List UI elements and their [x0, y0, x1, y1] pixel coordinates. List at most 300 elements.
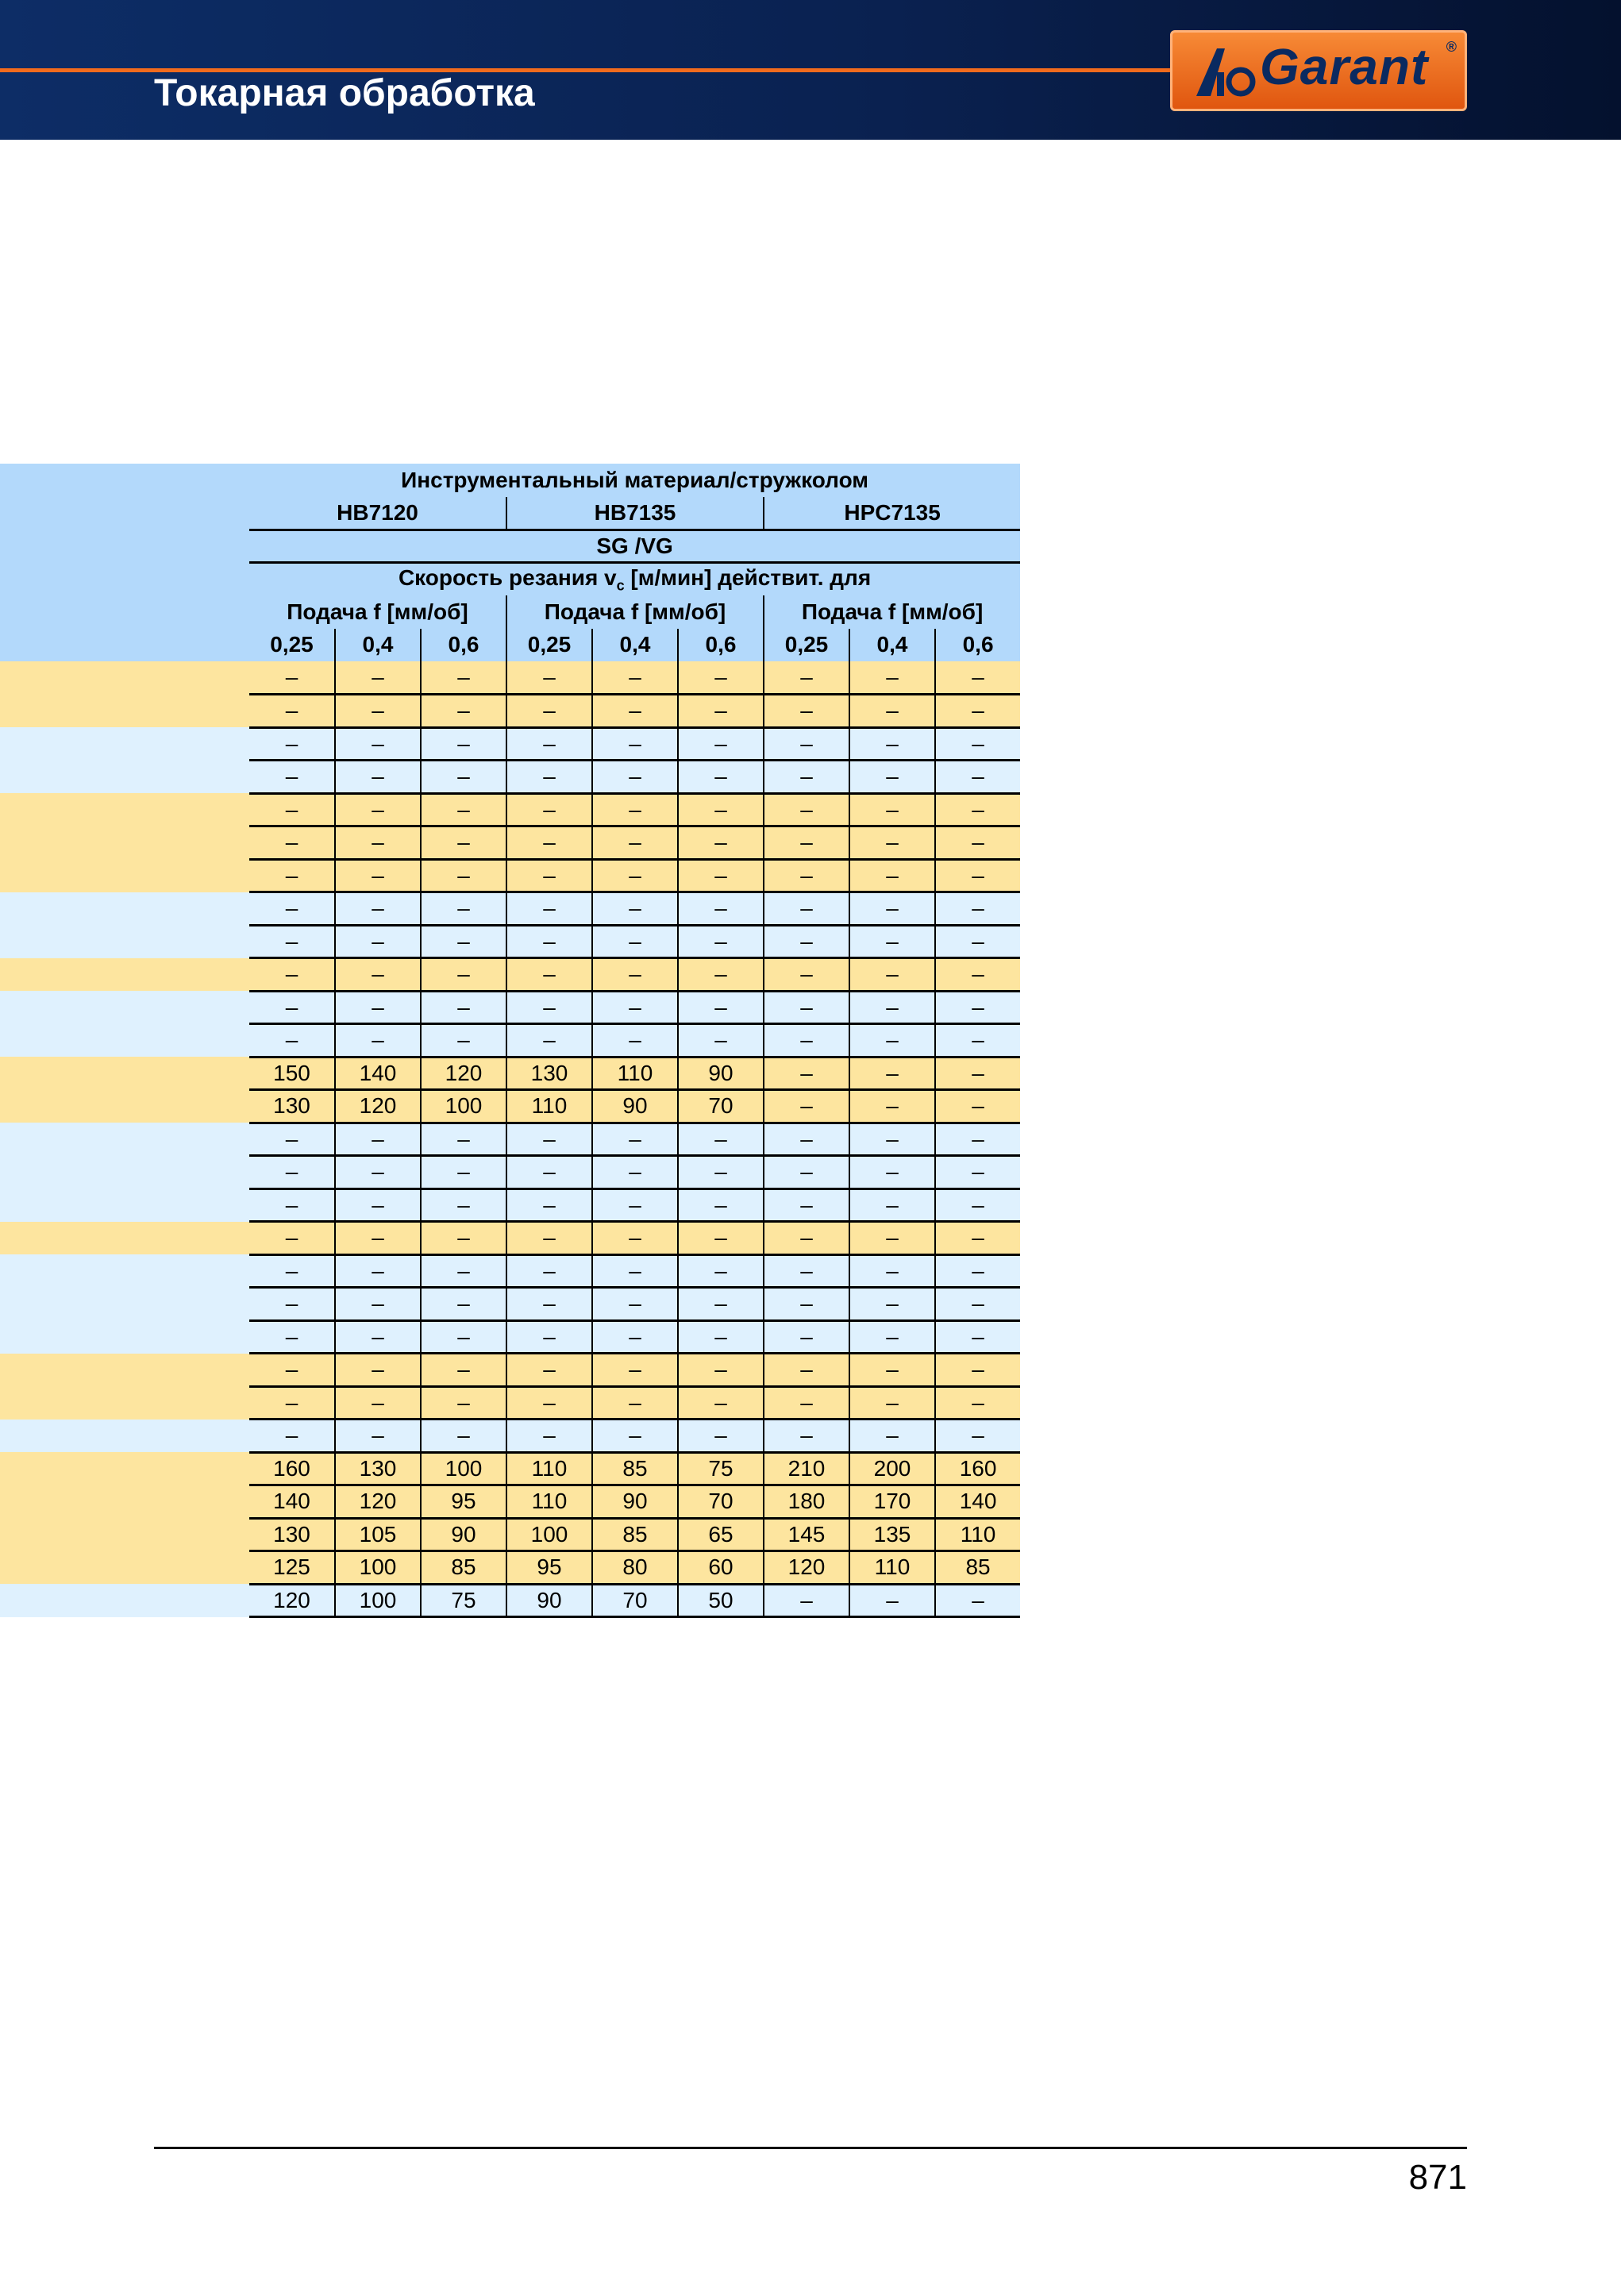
garant-logo — [1170, 30, 1467, 111]
row-label-cell — [0, 695, 249, 728]
speed-value: – — [506, 793, 592, 826]
speed-value: – — [592, 892, 678, 926]
feed-value: 0,4 — [849, 629, 935, 662]
speed-value: 160 — [249, 1452, 335, 1485]
speed-value: – — [421, 1123, 506, 1156]
speed-value: – — [249, 859, 335, 892]
feed-value: 0,6 — [421, 629, 506, 662]
speed-value: – — [249, 1288, 335, 1321]
speed-value: – — [592, 991, 678, 1024]
speed-value: – — [849, 1057, 935, 1090]
speed-value: – — [506, 1156, 592, 1189]
speed-value: – — [335, 892, 421, 926]
garant-logo-text: Garant — [1260, 38, 1429, 95]
material-heading: Инструментальный материал/стружколом — [249, 464, 1020, 497]
speed-value: – — [849, 991, 935, 1024]
speed-value: 210 — [764, 1452, 849, 1485]
table-row — [0, 1485, 1020, 1519]
row-label-cell — [0, 1156, 249, 1189]
speed-value: 90 — [592, 1485, 678, 1519]
speed-value: – — [935, 727, 1020, 761]
page-title: Токарная обработка — [154, 72, 535, 114]
speed-value: – — [335, 1354, 421, 1387]
table-row — [0, 1518, 1020, 1551]
speed-value: 110 — [506, 1485, 592, 1519]
row-label-cell — [0, 1024, 249, 1057]
speed-value: – — [678, 1386, 764, 1420]
speed-value: – — [335, 859, 421, 892]
table-row — [0, 1222, 1020, 1255]
feed-value: 0,25 — [764, 629, 849, 662]
speed-value: – — [935, 761, 1020, 794]
speed-value: – — [506, 826, 592, 860]
speed-value: – — [335, 1288, 421, 1321]
row-label-cell — [0, 727, 249, 761]
speed-value: 140 — [935, 1485, 1020, 1519]
speed-value: – — [592, 1024, 678, 1057]
speed-value: – — [849, 1090, 935, 1123]
speed-value: – — [335, 991, 421, 1024]
speed-value: – — [421, 727, 506, 761]
speed-value: – — [764, 1420, 849, 1453]
speed-value: – — [678, 1420, 764, 1453]
speed-value: 95 — [506, 1551, 592, 1585]
speed-value: – — [592, 1123, 678, 1156]
table-row — [0, 761, 1020, 794]
speed-value: 100 — [335, 1584, 421, 1617]
grade-hpc7135: HPC7135 — [764, 497, 1020, 530]
speed-value: – — [592, 661, 678, 695]
table-row — [0, 1057, 1020, 1090]
speed-value: 65 — [678, 1518, 764, 1551]
speed-value: – — [764, 695, 849, 728]
table-row — [0, 859, 1020, 892]
speed-value: – — [935, 1123, 1020, 1156]
page-number: 871 — [1408, 2158, 1467, 2197]
speed-value: – — [249, 761, 335, 794]
chipbreaker-label: SG /VG — [249, 530, 1020, 563]
speed-value: – — [335, 1386, 421, 1420]
speed-value: – — [249, 1123, 335, 1156]
row-label-cell — [0, 1123, 249, 1156]
speed-value: – — [421, 793, 506, 826]
speed-value: – — [506, 1288, 592, 1321]
speed-value: 85 — [935, 1551, 1020, 1585]
speed-value: – — [506, 859, 592, 892]
row-label-cell — [0, 1485, 249, 1519]
speed-value: – — [678, 695, 764, 728]
speed-value: – — [935, 793, 1020, 826]
speed-value: – — [849, 695, 935, 728]
speed-value: – — [421, 958, 506, 992]
speed-value: – — [421, 695, 506, 728]
feed-value: 0,4 — [592, 629, 678, 662]
speed-value: – — [849, 727, 935, 761]
header-row-feed — [0, 595, 1020, 629]
feed-value: 0,6 — [678, 629, 764, 662]
speed-value: – — [592, 826, 678, 860]
speed-value: – — [935, 1386, 1020, 1420]
speed-value: – — [764, 1354, 849, 1387]
row-label-cell — [0, 1420, 249, 1453]
speed-value: – — [249, 826, 335, 860]
speed-value: 90 — [592, 1090, 678, 1123]
speed-value: – — [421, 826, 506, 860]
speed-value: 130 — [335, 1452, 421, 1485]
speed-value: 85 — [592, 1452, 678, 1485]
speed-value: – — [849, 1254, 935, 1288]
speed-value: – — [678, 892, 764, 926]
speed-value: – — [764, 761, 849, 794]
speed-value: – — [849, 1420, 935, 1453]
speed-value: – — [678, 991, 764, 1024]
speed-value: – — [506, 925, 592, 958]
cutting-speed-label: Скорость резания $v_c$ [м/мин] действит. для — [249, 563, 1020, 596]
speed-value: – — [849, 661, 935, 695]
speed-value: – — [249, 892, 335, 926]
speed-value: 130 — [249, 1518, 335, 1551]
speed-value: 110 — [935, 1518, 1020, 1551]
speed-value: – — [935, 1354, 1020, 1387]
speed-value: – — [849, 1584, 935, 1617]
row-label-cell — [0, 1320, 249, 1354]
speed-value: 140 — [335, 1057, 421, 1090]
speed-value: – — [592, 1254, 678, 1288]
row-label-cell — [0, 761, 249, 794]
row-label-cell — [0, 925, 249, 958]
speed-value: 120 — [249, 1584, 335, 1617]
speed-value: – — [506, 1123, 592, 1156]
speed-value: – — [764, 1156, 849, 1189]
speed-value: – — [935, 1156, 1020, 1189]
speed-value: – — [335, 1420, 421, 1453]
speed-value: – — [592, 1354, 678, 1387]
speed-value: – — [421, 1254, 506, 1288]
row-label-cell — [0, 1288, 249, 1321]
speed-value: – — [592, 925, 678, 958]
speed-value: 130 — [249, 1090, 335, 1123]
table-row — [0, 1452, 1020, 1485]
speed-value: – — [506, 1222, 592, 1255]
table-row — [0, 1024, 1020, 1057]
feed-label-3: Подача f [мм/об] — [764, 595, 1020, 629]
speed-value: – — [421, 991, 506, 1024]
speed-value: – — [678, 1354, 764, 1387]
table-row — [0, 925, 1020, 958]
speed-value: – — [935, 1188, 1020, 1222]
speed-value: 50 — [678, 1584, 764, 1617]
speed-value: 110 — [506, 1090, 592, 1123]
page-header — [0, 0, 1621, 140]
speed-value: 60 — [678, 1551, 764, 1585]
speed-value: – — [249, 1386, 335, 1420]
feed-value: 0,4 — [335, 629, 421, 662]
speed-value: – — [764, 826, 849, 860]
speed-value: – — [335, 1254, 421, 1288]
speed-value: – — [421, 1156, 506, 1189]
speed-value: – — [592, 1420, 678, 1453]
speed-value: – — [592, 793, 678, 826]
speed-value: – — [849, 1288, 935, 1321]
speed-value: – — [506, 661, 592, 695]
speed-value: – — [764, 793, 849, 826]
speed-value: – — [421, 1024, 506, 1057]
speed-value: – — [678, 1024, 764, 1057]
table-row — [0, 1288, 1020, 1321]
speed-value: 85 — [421, 1551, 506, 1585]
speed-value: – — [421, 1288, 506, 1321]
grade-hb7135: HB7135 — [506, 497, 764, 530]
speed-value: – — [764, 1090, 849, 1123]
speed-value: – — [764, 892, 849, 926]
footer-rule — [154, 2147, 1467, 2149]
speed-value: 75 — [678, 1452, 764, 1485]
header-row-grades — [0, 497, 1020, 530]
speed-value: – — [506, 1254, 592, 1288]
speed-value: 75 — [421, 1584, 506, 1617]
speed-value: – — [592, 1320, 678, 1354]
feed-value: 0,25 — [506, 629, 592, 662]
speed-value: – — [849, 925, 935, 958]
table-row — [0, 1156, 1020, 1189]
speed-value: – — [506, 1420, 592, 1453]
speed-value: 130 — [506, 1057, 592, 1090]
speed-value: 200 — [849, 1452, 935, 1485]
speed-value: 140 — [249, 1485, 335, 1519]
table-row — [0, 991, 1020, 1024]
speed-value: 110 — [849, 1551, 935, 1585]
feed-label-2: Подача f [мм/об] — [506, 595, 764, 629]
speed-value: – — [935, 958, 1020, 992]
speed-value: – — [592, 859, 678, 892]
feed-value: 0,6 — [935, 629, 1020, 662]
row-label-cell — [0, 1090, 249, 1123]
speed-value: – — [592, 958, 678, 992]
table-row — [0, 793, 1020, 826]
speed-value: – — [592, 1188, 678, 1222]
speed-value: 90 — [421, 1518, 506, 1551]
row-label-cell — [0, 1452, 249, 1485]
speed-value: – — [764, 1024, 849, 1057]
speed-value: – — [764, 1188, 849, 1222]
speed-value: – — [678, 1320, 764, 1354]
speed-value: – — [764, 1584, 849, 1617]
feed-label-1: Подача f [мм/об] — [249, 595, 506, 629]
speed-value: – — [249, 958, 335, 992]
speed-value: – — [678, 925, 764, 958]
speed-value: – — [335, 925, 421, 958]
speed-value: – — [935, 892, 1020, 926]
speed-value: 100 — [421, 1452, 506, 1485]
speed-value: – — [935, 1320, 1020, 1354]
speed-value: 120 — [764, 1551, 849, 1585]
speed-value: – — [935, 661, 1020, 695]
row-label-cell — [0, 1551, 249, 1585]
speed-value: – — [335, 727, 421, 761]
speed-value: 90 — [506, 1584, 592, 1617]
speed-value: – — [764, 661, 849, 695]
table-row — [0, 1584, 1020, 1617]
speed-value: 100 — [335, 1551, 421, 1585]
speed-value: – — [421, 1222, 506, 1255]
speed-value: 70 — [678, 1485, 764, 1519]
speed-value: – — [764, 1123, 849, 1156]
speed-value: – — [849, 793, 935, 826]
speed-value: – — [506, 1386, 592, 1420]
table-row — [0, 1320, 1020, 1354]
speed-value: – — [506, 1024, 592, 1057]
speed-value: – — [506, 727, 592, 761]
header-row-feed-values — [0, 629, 1020, 662]
speed-value: – — [849, 1156, 935, 1189]
table-row — [0, 1123, 1020, 1156]
speed-value: – — [764, 1254, 849, 1288]
speed-value: – — [764, 991, 849, 1024]
speed-value: – — [764, 1320, 849, 1354]
speed-value: – — [935, 925, 1020, 958]
registered-mark: ® — [1446, 39, 1457, 55]
speed-value: 85 — [592, 1518, 678, 1551]
speed-value: – — [592, 1222, 678, 1255]
speed-value: – — [678, 1188, 764, 1222]
speed-value: – — [249, 1156, 335, 1189]
speed-value: – — [249, 1222, 335, 1255]
speed-value: – — [249, 991, 335, 1024]
speed-value: – — [335, 1024, 421, 1057]
speed-value: – — [764, 1288, 849, 1321]
speed-value: 80 — [592, 1551, 678, 1585]
speed-value: 110 — [592, 1057, 678, 1090]
speed-value: – — [935, 1254, 1020, 1288]
speed-value: – — [678, 727, 764, 761]
speed-value: – — [764, 1386, 849, 1420]
speed-value: – — [849, 892, 935, 926]
table-row — [0, 1551, 1020, 1585]
speed-value: 95 — [421, 1485, 506, 1519]
row-label-cell — [0, 892, 249, 926]
speed-value: – — [249, 727, 335, 761]
speed-value: – — [249, 1420, 335, 1453]
table-row — [0, 1420, 1020, 1453]
header-row-material — [0, 464, 1020, 497]
speed-value: – — [678, 1254, 764, 1288]
speed-value: – — [592, 695, 678, 728]
row-label-cell — [0, 826, 249, 860]
speed-value: – — [849, 1386, 935, 1420]
speed-value: 110 — [506, 1452, 592, 1485]
header-row-chipbreaker — [0, 530, 1020, 563]
row-label-cell — [0, 661, 249, 695]
speed-value: – — [849, 1354, 935, 1387]
row-label-cell — [0, 1518, 249, 1551]
speed-value: – — [935, 1584, 1020, 1617]
speed-value: – — [935, 826, 1020, 860]
speed-value: – — [935, 695, 1020, 728]
speed-value: – — [506, 1188, 592, 1222]
speed-value: 120 — [421, 1057, 506, 1090]
row-label-cell — [0, 1354, 249, 1387]
table-row — [0, 826, 1020, 860]
speed-value: – — [421, 892, 506, 926]
cutting-data-table — [0, 464, 1020, 1618]
speed-value: – — [249, 925, 335, 958]
speed-value: – — [592, 1156, 678, 1189]
speed-value: – — [764, 727, 849, 761]
speed-value: – — [678, 1123, 764, 1156]
speed-value: – — [249, 1024, 335, 1057]
speed-value: – — [506, 892, 592, 926]
speed-value: – — [249, 695, 335, 728]
speed-value: – — [678, 826, 764, 860]
speed-value: 160 — [935, 1452, 1020, 1485]
speed-value: – — [249, 1254, 335, 1288]
speed-value: – — [935, 859, 1020, 892]
speed-value: – — [764, 1222, 849, 1255]
table-row — [0, 1354, 1020, 1387]
speed-value: – — [506, 1354, 592, 1387]
feed-value: 0,25 — [249, 629, 335, 662]
speed-value: 70 — [678, 1090, 764, 1123]
row-label-cell — [0, 991, 249, 1024]
speed-value: – — [935, 1222, 1020, 1255]
row-label-cell — [0, 1254, 249, 1288]
speed-value: – — [678, 1288, 764, 1321]
speed-value: – — [335, 695, 421, 728]
speed-value: – — [506, 991, 592, 1024]
speed-value: – — [764, 859, 849, 892]
speed-value: 170 — [849, 1485, 935, 1519]
table-row — [0, 695, 1020, 728]
speed-value: 100 — [421, 1090, 506, 1123]
speed-value: – — [592, 1288, 678, 1321]
garant-logo-icon — [1193, 44, 1257, 101]
speed-value: – — [421, 859, 506, 892]
speed-value: – — [935, 1090, 1020, 1123]
table-row — [0, 661, 1020, 695]
row-label-cell — [0, 1386, 249, 1420]
row-label-cell — [0, 793, 249, 826]
table-row — [0, 892, 1020, 926]
table-row — [0, 727, 1020, 761]
speed-value: – — [335, 1188, 421, 1222]
speed-value: 90 — [678, 1057, 764, 1090]
table-row — [0, 1386, 1020, 1420]
speed-value: – — [335, 661, 421, 695]
row-label-cell — [0, 859, 249, 892]
speed-value: – — [335, 958, 421, 992]
speed-value: 70 — [592, 1584, 678, 1617]
speed-value: – — [849, 859, 935, 892]
speed-value: – — [935, 1288, 1020, 1321]
row-label-cell — [0, 958, 249, 992]
speed-value: – — [849, 1123, 935, 1156]
grade-hb7120: HB7120 — [249, 497, 506, 530]
speed-value: – — [421, 925, 506, 958]
table-row — [0, 958, 1020, 992]
speed-value: – — [678, 761, 764, 794]
speed-value: – — [764, 1057, 849, 1090]
speed-value: – — [592, 1386, 678, 1420]
speed-value: – — [935, 1420, 1020, 1453]
speed-value: 150 — [249, 1057, 335, 1090]
speed-value: – — [764, 925, 849, 958]
speed-value: – — [849, 761, 935, 794]
speed-value: – — [849, 826, 935, 860]
speed-value: – — [592, 761, 678, 794]
speed-value: 145 — [764, 1518, 849, 1551]
speed-value: – — [421, 1420, 506, 1453]
speed-value: – — [249, 1320, 335, 1354]
